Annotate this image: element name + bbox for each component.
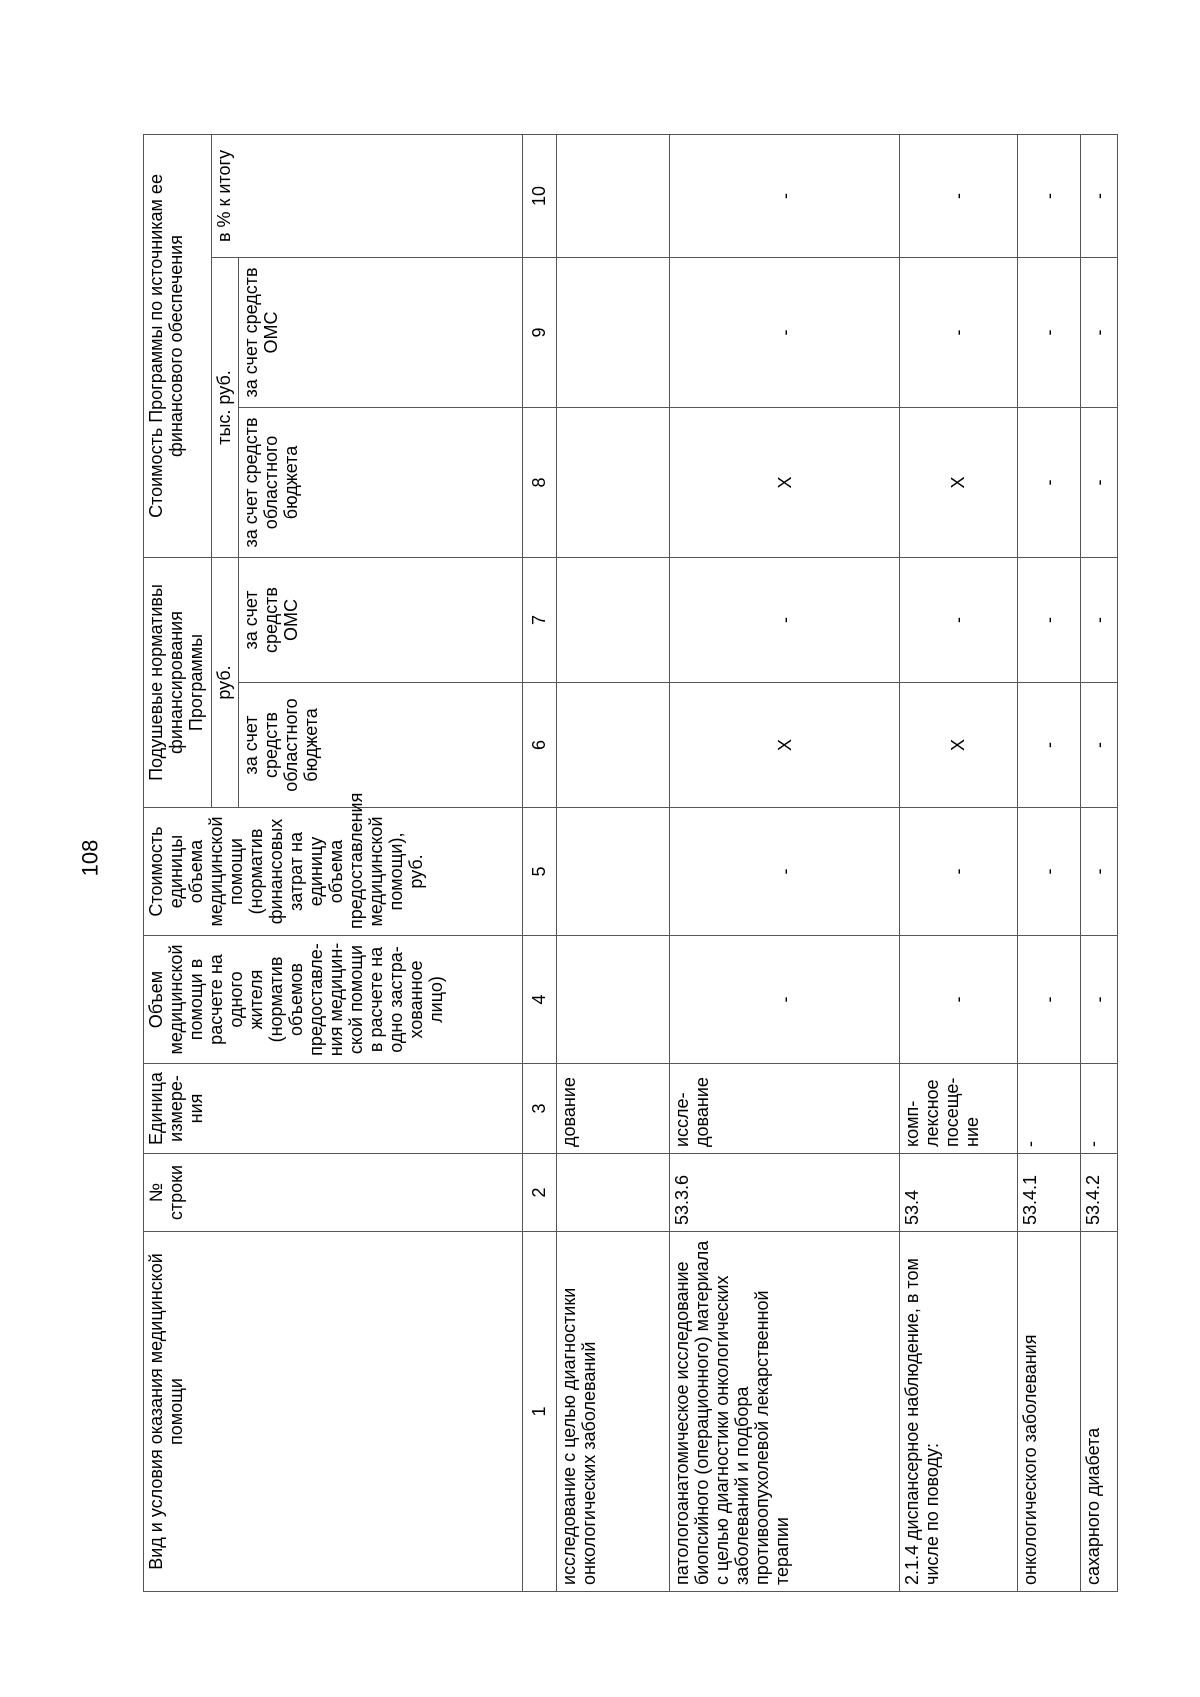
row-percent: - (900, 134, 1018, 257)
row-volume: - (900, 936, 1018, 1064)
row-unit-cost: - (670, 808, 900, 936)
row-unit: дование (556, 1064, 670, 1154)
header-percent: в % к итогу (212, 134, 523, 257)
row-volume (556, 936, 670, 1064)
row-per-capita-oms: - (900, 557, 1018, 682)
row-cost-regional: - (1081, 407, 1118, 557)
table-row (670, 134, 900, 1591)
row-number: 53.4 (900, 1154, 1018, 1232)
header-per-capita-regional: за счет средств областного бюджета (238, 683, 522, 808)
row-cost-oms: - (1081, 257, 1118, 407)
row-cost-regional: X (670, 407, 900, 557)
column-number: 7 (523, 557, 557, 682)
column-number: 9 (523, 257, 557, 407)
row-number: 53.4.1 (1017, 1154, 1080, 1232)
row-unit: - (1081, 1064, 1118, 1154)
table-row (556, 134, 670, 1591)
row-unit: комп-лексное посеще-ние (900, 1064, 1018, 1154)
row-per-capita-oms (556, 557, 670, 682)
row-volume: - (1017, 936, 1080, 1064)
row-percent: - (670, 134, 900, 257)
page-number: 108 (77, 839, 103, 877)
table-row (900, 134, 1018, 1591)
column-number: 2 (523, 1154, 557, 1232)
row-cost-regional (556, 407, 670, 557)
row-per-capita-regional: X (670, 683, 900, 808)
header-cost-group: Стоимость Программы по источникам ее финансового обеспечения (144, 134, 212, 557)
header-per-capita-oms: за счет средств ОМС (238, 557, 522, 682)
header-row-no: № строки (144, 1154, 523, 1232)
header-unit-cost: Стоимость единицы объема медицинской помощи (норматив финансовых затрат на единицу объема предоставления медицинской помощи), руб. (144, 808, 523, 936)
row-volume: - (670, 936, 900, 1064)
row-unit-cost: - (900, 808, 1018, 936)
row-name: сахарного диабета (1081, 1232, 1118, 1592)
row-per-capita-regional: - (1081, 683, 1118, 808)
financing-table-rotated (143, 135, 1118, 1592)
row-name: 2.1.4 диспансерное наблюдение, в том числе по поводу: (900, 1232, 1018, 1592)
header-type: Вид и условия оказания медицинской помощи (144, 1232, 523, 1592)
header-unit: Единица измере-ния (144, 1064, 523, 1154)
row-percent: - (1017, 134, 1080, 257)
header-per-capita-unit: руб. (212, 557, 238, 807)
table-row (1081, 134, 1118, 1591)
column-number: 5 (523, 808, 557, 936)
table-row (1017, 134, 1080, 1591)
row-cost-oms: - (1017, 257, 1080, 407)
financing-table (143, 134, 1118, 1592)
column-number: 4 (523, 936, 557, 1064)
row-per-capita-regional: - (1017, 683, 1080, 808)
header-volume: Объем медицинской помощи в расчете на одного жителя (норматив объемов предоставле-ния медицин-ской помощи в расчете на одно застра-хованное лицо) (144, 936, 523, 1064)
row-unit-cost: - (1081, 808, 1118, 936)
row-number (556, 1154, 670, 1232)
header-cost-oms: за счет средств ОМС (238, 257, 522, 407)
row-unit: иссле-дование (670, 1064, 900, 1154)
row-per-capita-oms: - (1081, 557, 1118, 682)
row-per-capita-oms: - (670, 557, 900, 682)
column-number: 10 (523, 134, 557, 257)
row-number: 53.3.6 (670, 1154, 900, 1232)
row-volume: - (1081, 936, 1118, 1064)
header-per-capita: Подушевые нормативы финансирования Программы (144, 557, 212, 807)
row-cost-regional: - (1017, 407, 1080, 557)
column-number-row (523, 134, 557, 1591)
row-cost-oms: - (670, 257, 900, 407)
row-name: онкологического заболевания (1017, 1232, 1080, 1592)
row-per-capita-regional: X (900, 683, 1018, 808)
row-cost-regional: X (900, 407, 1018, 557)
row-per-capita-oms: - (1017, 557, 1080, 682)
row-number: 53.4.2 (1081, 1154, 1118, 1232)
header-cost-regional: за счет средств областного бюджета (238, 407, 522, 557)
column-number: 6 (523, 683, 557, 808)
row-per-capita-regional (556, 683, 670, 808)
row-percent: - (1081, 134, 1118, 257)
row-cost-oms (556, 257, 670, 407)
column-number: 3 (523, 1064, 557, 1154)
row-unit-cost: - (1017, 808, 1080, 936)
column-number: 1 (523, 1232, 557, 1592)
column-number: 8 (523, 407, 557, 557)
header-row-1 (144, 134, 212, 1591)
row-percent (556, 134, 670, 257)
row-name: исследование с целью диагностики онкологических заболеваний (556, 1232, 670, 1592)
row-unit-cost (556, 808, 670, 936)
header-cost-unit: тыс. руб. (212, 257, 238, 557)
row-unit: - (1017, 1064, 1080, 1154)
row-name: патологоанатомическое исследование биопсийного (операционного) материала с целью диагностики онкологических заболеваний и подбора противоопухолевой лекарственной терапии (670, 1232, 900, 1592)
row-cost-oms: - (900, 257, 1018, 407)
